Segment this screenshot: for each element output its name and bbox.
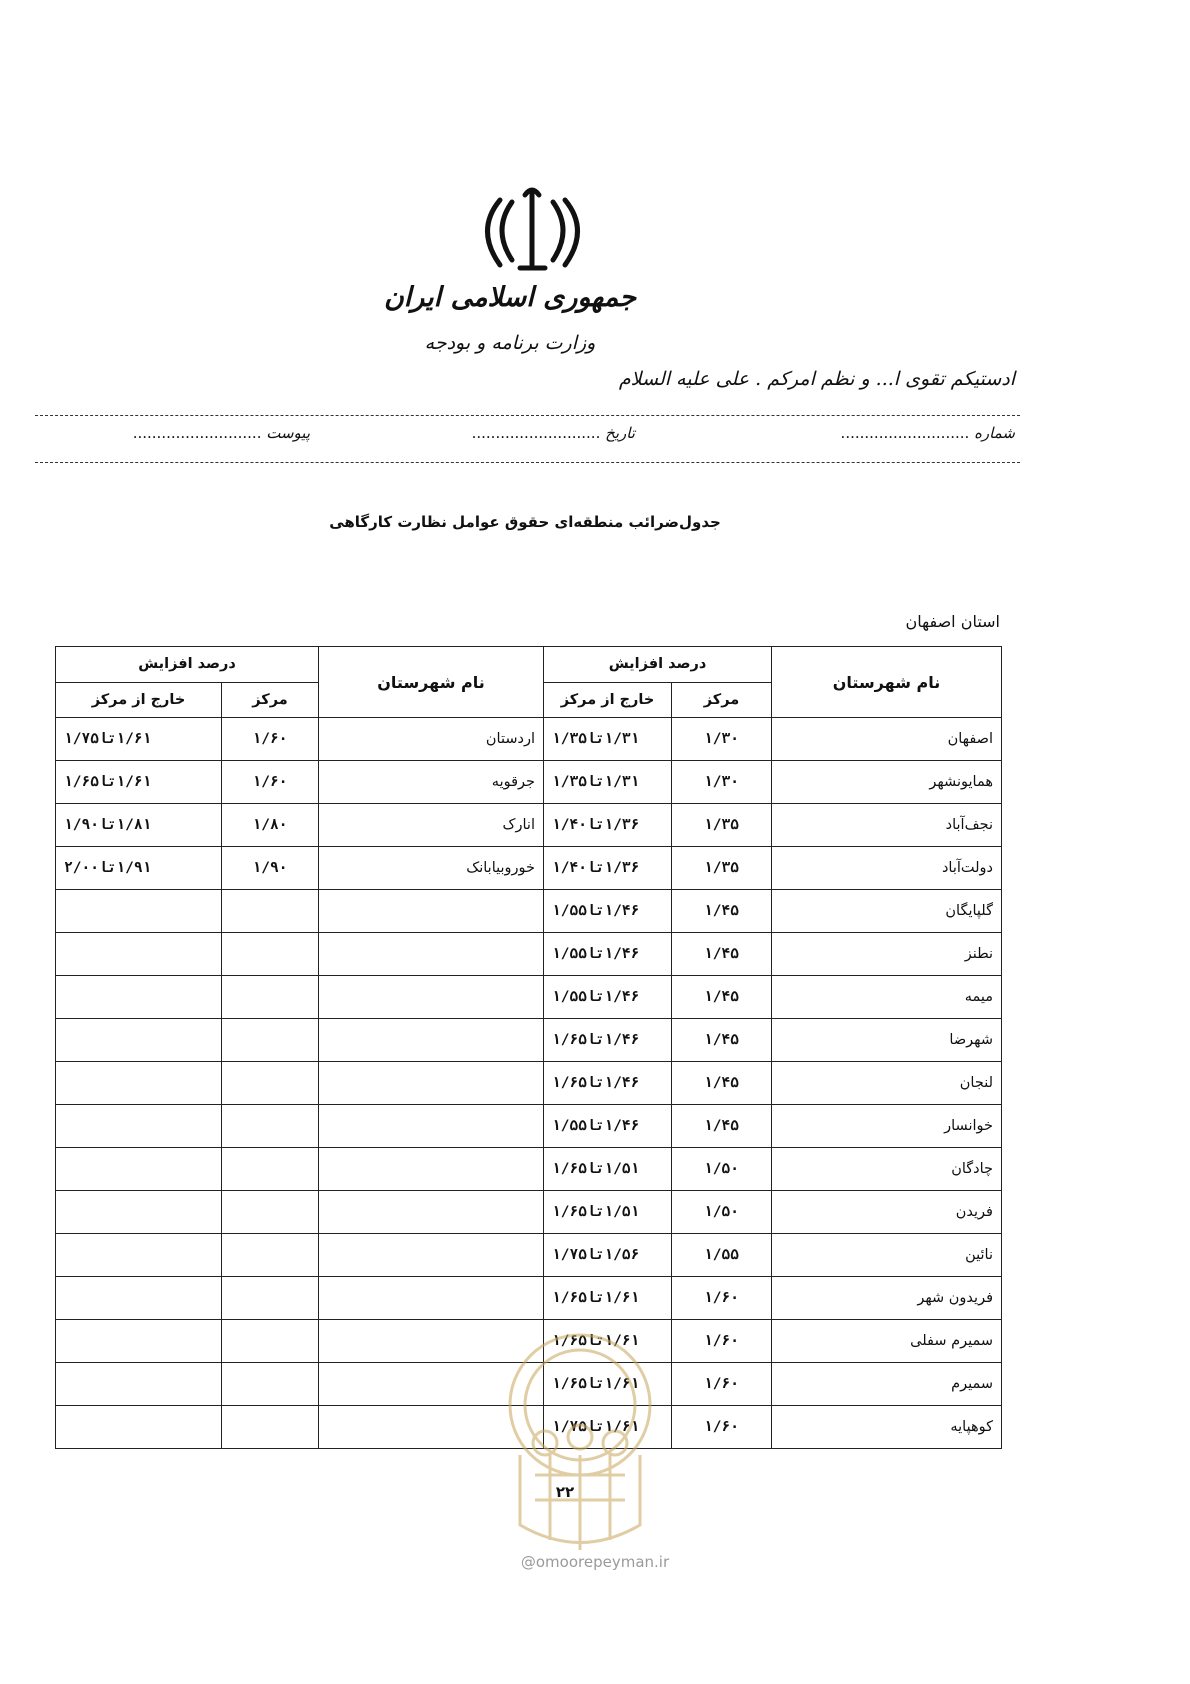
center-coef-cell xyxy=(222,1320,319,1363)
date-value: ........................... xyxy=(471,424,601,442)
center-coef-cell xyxy=(222,1191,319,1234)
city-cell: میمه xyxy=(772,976,1002,1019)
center-coef-cell: ۱/۳۵ xyxy=(672,847,772,890)
outside-coef-cell: ۱/۴۶تا۱/۶۵ xyxy=(544,1062,672,1105)
table-row xyxy=(56,1019,1002,1062)
city-cell: سمیرم xyxy=(772,1363,1002,1406)
outside-coef-cell xyxy=(56,1234,222,1277)
outside-coef-cell xyxy=(56,1062,222,1105)
city-cell xyxy=(319,1105,544,1148)
outside-coef-cell xyxy=(56,1363,222,1406)
city-cell xyxy=(319,976,544,1019)
outside-coef-cell: ۱/۶۱تا۱/۷۵ xyxy=(56,718,222,761)
salutation: ادستیکم تقوی ا... و نظم امرکم . علی علیه السلام xyxy=(618,368,1015,390)
city-cell xyxy=(319,890,544,933)
city-cell: کوهپایه xyxy=(772,1406,1002,1449)
attachment-label: پیوست xyxy=(266,424,310,442)
center-coef-cell: ۱/۸۰ xyxy=(222,804,319,847)
table-row xyxy=(56,761,1002,804)
outside-coef-cell: ۱/۳۱تا۱/۳۵ xyxy=(544,761,672,804)
attachment-field xyxy=(133,424,310,442)
country-name: جمهوری اسلامی ایران xyxy=(383,282,637,313)
center-coef-cell: ۱/۵۰ xyxy=(672,1148,772,1191)
center-coef-cell: ۱/۶۰ xyxy=(222,718,319,761)
col-city-2: نام شهرستان xyxy=(319,647,544,718)
col-center-1: مرکز xyxy=(672,682,772,718)
outside-coef-cell xyxy=(56,1320,222,1363)
center-coef-cell: ۱/۶۰ xyxy=(672,1363,772,1406)
col-increase-2: درصد افزایش xyxy=(56,647,319,683)
city-cell: نائین xyxy=(772,1234,1002,1277)
center-coef-cell: ۱/۳۵ xyxy=(672,804,772,847)
city-cell: انارک xyxy=(319,804,544,847)
city-cell: فریدن xyxy=(772,1191,1002,1234)
center-coef-cell: ۱/۵۵ xyxy=(672,1234,772,1277)
center-coef-cell: ۱/۴۵ xyxy=(672,890,772,933)
city-cell xyxy=(319,1148,544,1191)
outside-coef-cell: ۱/۸۱تا۱/۹۰ xyxy=(56,804,222,847)
number-field xyxy=(841,424,1015,442)
city-cell xyxy=(319,1234,544,1277)
province-label: استان اصفهان xyxy=(905,612,1000,631)
city-cell: گلپایگان xyxy=(772,890,1002,933)
outside-coef-cell: ۱/۶۱تا۱/۶۵ xyxy=(544,1320,672,1363)
outside-coef-cell: ۱/۳۶تا۱/۴۰ xyxy=(544,804,672,847)
publisher-seal-icon xyxy=(490,1325,670,1560)
center-coef-cell xyxy=(222,1406,319,1449)
outside-coef-cell: ۱/۹۱تا۲/۰۰ xyxy=(56,847,222,890)
table-row xyxy=(56,933,1002,976)
col-city-1: نام شهرستان xyxy=(772,647,1002,718)
outside-coef-cell xyxy=(56,1277,222,1320)
city-cell: لنجان xyxy=(772,1062,1002,1105)
center-coef-cell xyxy=(222,1363,319,1406)
table-row xyxy=(56,804,1002,847)
center-coef-cell xyxy=(222,1062,319,1105)
center-coef-cell: ۱/۳۰ xyxy=(672,718,772,761)
center-coef-cell: ۱/۶۰ xyxy=(672,1277,772,1320)
table-row xyxy=(56,976,1002,1019)
ministry-name: وزارت برنامه و بودجه xyxy=(424,332,596,354)
city-cell xyxy=(319,1062,544,1105)
outside-coef-cell: ۱/۶۱تا۱/۶۵ xyxy=(544,1277,672,1320)
page-number: ۲۲ xyxy=(555,1483,575,1501)
city-cell: خوروبیابانک xyxy=(319,847,544,890)
city-cell: همایونشهر xyxy=(772,761,1002,804)
outside-coef-cell: ۱/۶۱تا۱/۶۵ xyxy=(56,761,222,804)
outside-coef-cell xyxy=(56,976,222,1019)
table-row xyxy=(56,718,1002,761)
city-cell: جرقویه xyxy=(319,761,544,804)
iran-emblem-icon xyxy=(470,180,595,280)
outside-coef-cell: ۱/۵۱تا۱/۶۵ xyxy=(544,1148,672,1191)
city-cell: خوانسار xyxy=(772,1105,1002,1148)
city-cell: سمیرم سفلی xyxy=(772,1320,1002,1363)
outside-coef-cell xyxy=(56,933,222,976)
outside-coef-cell: ۱/۴۶تا۱/۵۵ xyxy=(544,890,672,933)
city-cell xyxy=(319,1277,544,1320)
center-coef-cell xyxy=(222,1234,319,1277)
center-coef-cell: ۱/۶۰ xyxy=(672,1406,772,1449)
outside-coef-cell xyxy=(56,1191,222,1234)
center-coef-cell: ۱/۶۰ xyxy=(222,761,319,804)
center-coef-cell: ۱/۴۵ xyxy=(672,933,772,976)
outside-coef-cell: ۱/۵۱تا۱/۶۵ xyxy=(544,1191,672,1234)
city-cell: دولت‌آباد xyxy=(772,847,1002,890)
date-field xyxy=(472,424,635,442)
center-coef-cell xyxy=(222,1148,319,1191)
city-cell xyxy=(319,1191,544,1234)
center-coef-cell xyxy=(222,1277,319,1320)
outside-coef-cell: ۱/۶۱تا۱/۷۵ xyxy=(544,1406,672,1449)
outside-coef-cell xyxy=(56,1406,222,1449)
number-value: ........................... xyxy=(840,424,970,442)
city-cell: چادگان xyxy=(772,1148,1002,1191)
col-center-2: مرکز xyxy=(222,682,319,718)
city-cell: اردستان xyxy=(319,718,544,761)
table-row xyxy=(56,1062,1002,1105)
city-cell xyxy=(319,933,544,976)
site-watermark: @omoorepeyman.ir xyxy=(520,1553,670,1571)
center-coef-cell xyxy=(222,1105,319,1148)
table-row xyxy=(56,847,1002,890)
header-divider-bottom xyxy=(35,462,1020,463)
outside-coef-cell: ۱/۳۶تا۱/۴۰ xyxy=(544,847,672,890)
city-cell: نطنز xyxy=(772,933,1002,976)
center-coef-cell: ۱/۵۰ xyxy=(672,1191,772,1234)
table-row xyxy=(56,1191,1002,1234)
table-row xyxy=(56,1277,1002,1320)
attachment-value: ........................... xyxy=(132,424,262,442)
col-increase-1: درصد افزایش xyxy=(544,647,772,683)
outside-coef-cell: ۱/۴۶تا۱/۵۵ xyxy=(544,976,672,1019)
center-coef-cell xyxy=(222,933,319,976)
city-cell xyxy=(319,1019,544,1062)
date-label: تاریخ xyxy=(605,424,635,442)
table-row xyxy=(56,890,1002,933)
outside-coef-cell xyxy=(56,1105,222,1148)
city-cell: شهرضا xyxy=(772,1019,1002,1062)
center-coef-cell xyxy=(222,1019,319,1062)
city-cell: اصفهان xyxy=(772,718,1002,761)
city-cell: فریدون شهر xyxy=(772,1277,1002,1320)
table-row xyxy=(56,1105,1002,1148)
outside-coef-cell: ۱/۶۱تا۱/۶۵ xyxy=(544,1363,672,1406)
outside-coef-cell: ۱/۵۶تا۱/۷۵ xyxy=(544,1234,672,1277)
outside-coef-cell: ۱/۳۱تا۱/۳۵ xyxy=(544,718,672,761)
center-coef-cell xyxy=(222,890,319,933)
number-label: شماره xyxy=(974,424,1015,442)
table-row xyxy=(56,1148,1002,1191)
document-title: جدول‌ضرائب منطقه‌ای حقوق عوامل نظارت کارگاهی xyxy=(329,513,721,531)
center-coef-cell: ۱/۴۵ xyxy=(672,976,772,1019)
outside-coef-cell: ۱/۴۶تا۱/۵۵ xyxy=(544,1105,672,1148)
outside-coef-cell: ۱/۴۶تا۱/۶۵ xyxy=(544,1019,672,1062)
outside-coef-cell: ۱/۴۶تا۱/۵۵ xyxy=(544,933,672,976)
col-outside-2: خارج از مرکز xyxy=(56,682,222,718)
city-cell: نجف‌آباد xyxy=(772,804,1002,847)
center-coef-cell xyxy=(222,976,319,1019)
outside-coef-cell xyxy=(56,1148,222,1191)
outside-coef-cell xyxy=(56,1019,222,1062)
center-coef-cell: ۱/۴۵ xyxy=(672,1105,772,1148)
center-coef-cell: ۱/۴۵ xyxy=(672,1019,772,1062)
header-divider-top xyxy=(35,415,1020,416)
center-coef-cell: ۱/۹۰ xyxy=(222,847,319,890)
outside-coef-cell xyxy=(56,890,222,933)
center-coef-cell: ۱/۴۵ xyxy=(672,1062,772,1105)
table-row xyxy=(56,1234,1002,1277)
col-outside-1: خارج از مرکز xyxy=(544,682,672,718)
center-coef-cell: ۱/۶۰ xyxy=(672,1320,772,1363)
center-coef-cell: ۱/۳۰ xyxy=(672,761,772,804)
